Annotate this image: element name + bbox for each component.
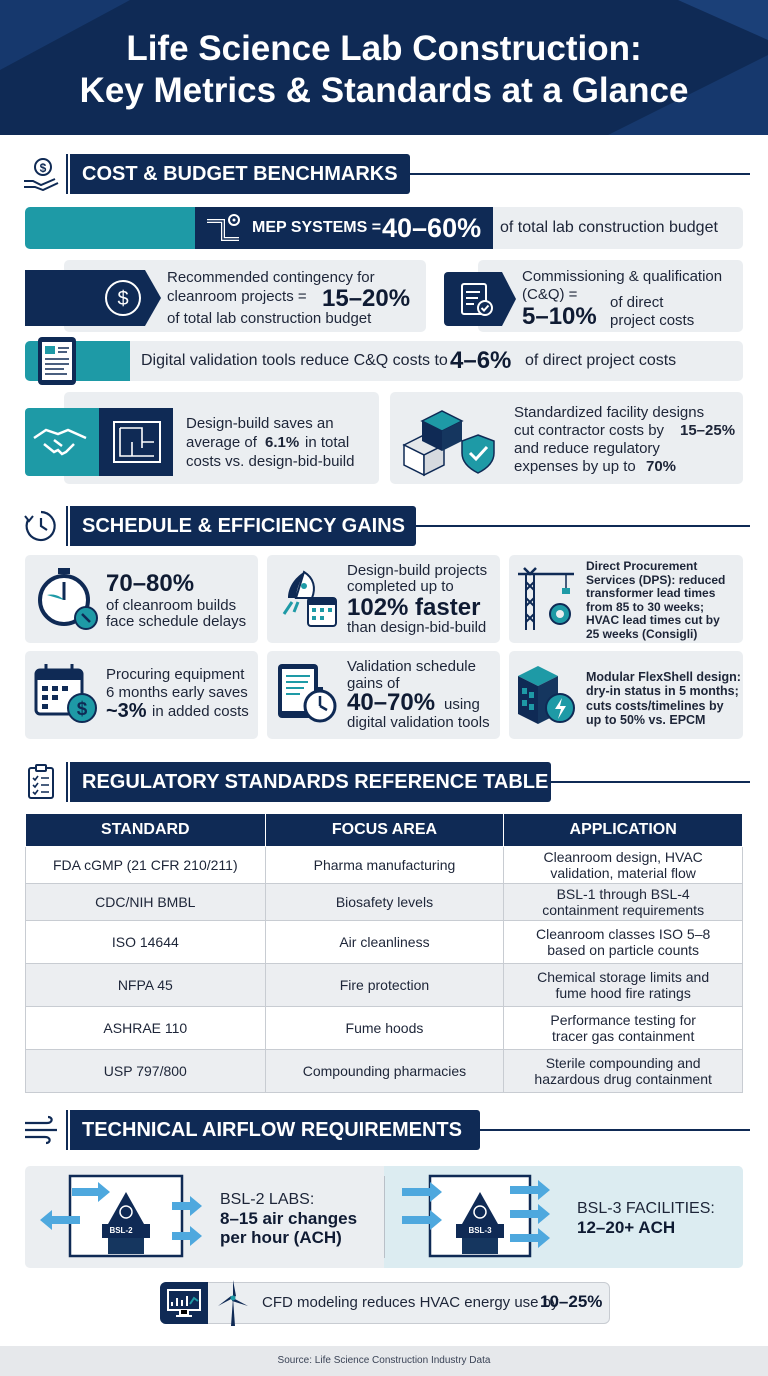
design-build-line1: Design-build saves an [186, 415, 334, 432]
validation-line3: digital validation tools [347, 714, 490, 731]
delays-line1: of cleanroom builds [106, 597, 237, 614]
contingency-line2: cleanroom projects = [167, 288, 307, 305]
standardized-line1: Standardized facility designs [514, 404, 705, 421]
blueprint-icon [110, 418, 164, 466]
contingency-line3: of total lab construction budget [167, 310, 372, 327]
regulatory-table [25, 813, 743, 1093]
dollar-coin-icon [103, 278, 143, 318]
standardized-value2: 70% [646, 458, 677, 475]
delays-line2: face schedule delays [106, 613, 247, 630]
svg-text:$: $ [39, 161, 47, 175]
procure-value: ~3% [106, 700, 147, 722]
cq-suffix2: project costs [610, 312, 695, 329]
source-note: Source: Life Science Construction Industry Data [277, 1355, 491, 1366]
digital-value: 4–6% [450, 347, 512, 374]
tablet-document-icon [36, 335, 78, 387]
page-title: Life Science Lab Construction: Key Metrics & Standards at a Glance [79, 29, 689, 110]
svg-text:$: $ [76, 699, 88, 720]
crane-gear-icon [514, 566, 578, 632]
contingency-value: 15–20% [322, 285, 411, 312]
column-header-focus: FOCUS AREA [265, 814, 504, 847]
dps-text: Direct Procurement Services (DPS): reduced transformer lead times from 85 to 30 weeks; HVAC lead times cut by 25 weeks (Consigli) [586, 559, 726, 641]
cq-line1: Commissioning & qualification [522, 268, 723, 285]
modular-building-icon [514, 662, 580, 728]
digital-text: Digital validation tools reduce C&Q costs to [141, 352, 448, 369]
validation-line1: Validation schedule [347, 658, 476, 675]
contingency-line1: Recommended contingency for [167, 269, 375, 286]
bsl3-line2: 12–20+ ACH [577, 1218, 676, 1237]
faster-line1: Design-build projects [347, 562, 488, 579]
mep-value: 40–60% [382, 213, 482, 243]
procure-suffix: in added costs [152, 703, 249, 720]
airflow-section-heading: TECHNICAL AIRFLOW REQUIREMENTS [70, 1110, 480, 1150]
bsl2-airflow-illustration [40, 1172, 212, 1262]
faster-value: 102% faster [347, 594, 481, 621]
table-row: USP 797/800 Compounding pharmacies Sterile compounding and hazardous drug containment [26, 1050, 743, 1093]
faster-line2: completed up to [347, 578, 454, 595]
standardized-line4a: expenses by up to [514, 458, 636, 475]
header-banner [0, 0, 768, 135]
blocks-shield-icon [400, 405, 500, 477]
cfd-value: 10–25% [540, 1292, 603, 1311]
pipes-gear-icon [203, 211, 243, 245]
table-row: ASHRAE 110 Fume hoods Performance testing for tracer gas containment [26, 1007, 743, 1050]
bsl3-badge: BSL-3 [468, 1226, 492, 1235]
validation-line2: gains of [347, 675, 400, 692]
column-header-application: APPLICATION [504, 814, 743, 847]
cfd-text: CFD modeling reduces HVAC energy use by [262, 1294, 559, 1311]
wind-turbine-icon [212, 1278, 254, 1328]
monitor-chart-icon [166, 1288, 202, 1318]
bsl2-line3: per hour (ACH) [220, 1228, 342, 1247]
table-row: NFPA 45 Fire protection Chemical storage limits and fume hood fire ratings [26, 964, 743, 1007]
digital-suffix: of direct project costs [525, 352, 677, 369]
modular-text: Modular FlexShell design: dry-in status in 5 months; cuts costs/timelines by up to 50% vs. EPCM [586, 670, 741, 728]
bsl3-line1: BSL-3 FACILITIES: [577, 1200, 715, 1217]
clipboard-check-icon [456, 279, 496, 319]
procure-line2: 6 months early saves [106, 684, 248, 701]
cost-section-heading: COST & BUDGET BENCHMARKS [70, 154, 410, 194]
table-row: ISO 14644 Air cleanliness Cleanroom classes ISO 5–8 based on particle counts [26, 921, 743, 964]
mep-label: MEP SYSTEMS = [252, 219, 382, 236]
cq-line2: (C&Q) = [522, 286, 578, 303]
svg-text:$: $ [117, 288, 129, 310]
cq-value: 5–10% [522, 303, 597, 330]
mep-suffix: of total lab construction budget [500, 219, 718, 236]
design-build-value: 6.1% [265, 434, 300, 451]
hand-dollar-icon [18, 154, 64, 194]
faster-line3: than design-bid-build [347, 619, 487, 636]
handshake-icon [30, 420, 90, 464]
calendar-dollar-icon [34, 662, 100, 726]
clock-icon [18, 506, 64, 546]
design-build-line3: costs vs. design-bid-build [186, 453, 355, 470]
validation-suffix: using [444, 696, 480, 713]
airflow-wind-icon [18, 1110, 64, 1150]
bsl2-line2: 8–15 air changes [220, 1209, 358, 1228]
standardized-value1: 15–25% [680, 422, 736, 439]
bsl2-line1: BSL-2 LABS: [220, 1191, 315, 1208]
standardized-line2a: cut contractor costs by [514, 422, 665, 439]
bsl2-badge: BSL-2 [109, 1226, 133, 1235]
schedule-section-heading: SCHEDULE & EFFICIENCY GAINS [70, 506, 416, 546]
design-build-line2b: in total [305, 434, 350, 451]
bsl3-airflow-illustration [400, 1172, 560, 1262]
procure-line1: Procuring equipment [106, 666, 245, 683]
table-row: FDA cGMP (21 CFR 210/211) Pharma manufacturing Cleanroom design, HVAC validation, material flow [26, 847, 743, 884]
cq-suffix1: of direct [610, 294, 664, 311]
delays-value: 70–80% [106, 570, 195, 597]
checklist-icon [18, 762, 64, 802]
design-build-line2a: average of [186, 434, 257, 451]
validation-value: 40–70% [347, 689, 436, 716]
tablet-stopwatch-icon [274, 662, 340, 726]
standardized-line3: and reduce regulatory [514, 440, 660, 457]
table-row: CDC/NIH BMBL Biosafety levels BSL-1 through BSL-4 containment requirements [26, 884, 743, 921]
stopwatch-icon [34, 566, 98, 632]
column-header-standard: STANDARD [26, 814, 266, 847]
rocket-calendar-icon [274, 568, 340, 630]
regulatory-section-heading: REGULATORY STANDARDS REFERENCE TABLE [70, 762, 551, 802]
